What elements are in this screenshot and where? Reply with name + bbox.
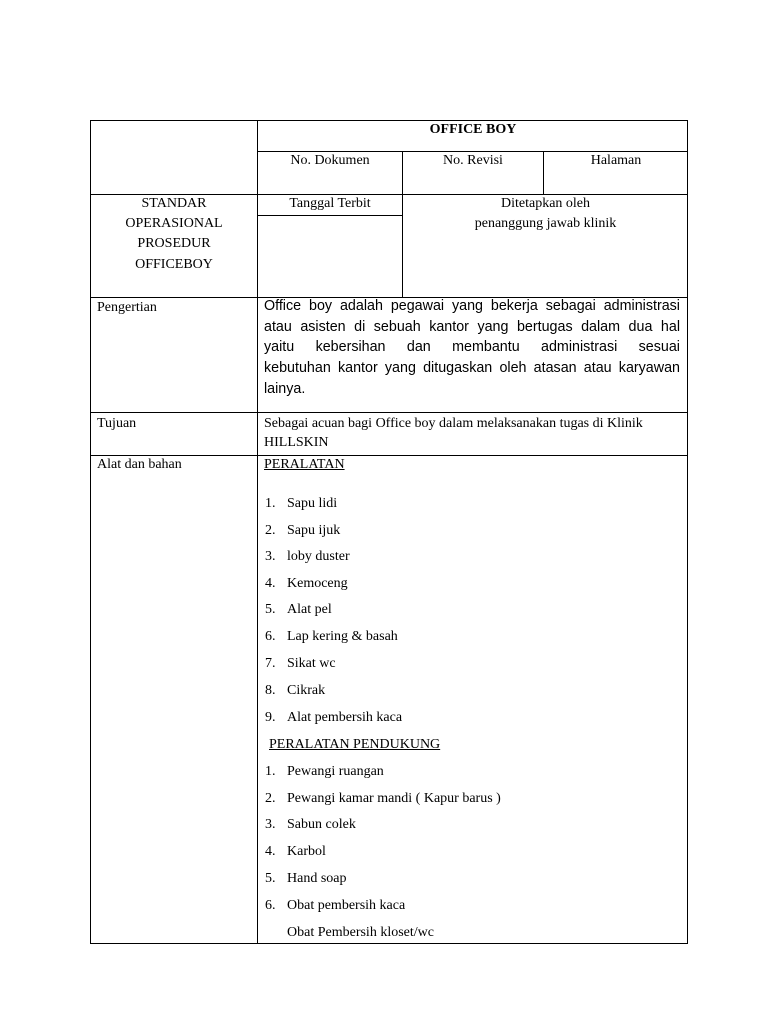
pengertian-line: Office boy adalah pegawai yang bekerja sebagai administrasi (264, 298, 680, 314)
ditetapkan-detail: penanggung jawab klinik (474, 216, 617, 231)
list-number: 8. (265, 683, 276, 698)
list-text: Pewangi ruangan (287, 764, 384, 779)
ditetapkan-label: Ditetapkan oleh (500, 196, 591, 211)
list-text: Lap kering & basah (287, 629, 398, 644)
list-item (265, 764, 384, 780)
sop-title-line: PROSEDUR (137, 236, 211, 251)
peralatan-heading: PERALATAN (264, 457, 345, 472)
no-revisi-label: No. Revisi (443, 153, 503, 168)
title-row-divider (257, 151, 688, 152)
list-text: Hand soap (287, 871, 347, 886)
list-item (265, 871, 347, 887)
list-item (265, 683, 325, 699)
tujuan-line: HILLSKIN (264, 435, 329, 450)
list-number: 5. (265, 871, 276, 886)
list-number: 3. (265, 817, 276, 832)
alat-dan-bahan-label: Alat dan bahan (97, 457, 182, 472)
tanggal-terbit-underline (257, 215, 402, 216)
tujuan-label: Tujuan (97, 416, 137, 431)
list-number: 2. (265, 523, 276, 538)
extra-item: Obat Pembersih kloset/wc (287, 925, 434, 940)
list-item (265, 844, 326, 860)
list-item (265, 791, 501, 807)
list-item (265, 629, 398, 645)
sop-title-line: OPERASIONAL (125, 216, 223, 231)
list-text: Kemoceng (287, 576, 348, 591)
list-item (265, 576, 348, 592)
list-number: 1. (265, 764, 276, 779)
list-text: Sikat wc (287, 656, 336, 671)
list-item (265, 710, 402, 726)
list-text: loby duster (287, 549, 350, 564)
list-number: 6. (265, 629, 276, 644)
list-item (265, 496, 337, 512)
list-number: 1. (265, 496, 276, 511)
header-row-divider (90, 194, 688, 195)
list-number: 4. (265, 844, 276, 859)
list-number: 6. (265, 898, 276, 913)
list-number: 3. (265, 549, 276, 564)
list-text: Cikrak (287, 683, 326, 698)
sop-title-line: STANDAR (141, 196, 207, 211)
list-item (265, 656, 336, 672)
list-text: Obat pembersih kaca (287, 898, 406, 913)
pengertian-line: kebutuhan kantor yang ditugaskan oleh atasan atau karyawan (264, 360, 680, 376)
pendukung-heading: PERALATAN PENDUKUNG (269, 737, 441, 752)
column-divider (257, 120, 258, 944)
list-text: Alat pembersih kaca (287, 710, 403, 725)
pengertian-line: atau asisten di sebuah kantor yang bertugas dalam dua hal (264, 319, 680, 335)
list-item (265, 602, 332, 618)
list-text: Sabun colek (287, 817, 356, 832)
list-item (265, 523, 340, 539)
tujuan-row-divider (90, 455, 688, 456)
no-dokumen-label: No. Dokumen (290, 153, 370, 168)
pengertian-line: lainya. (264, 381, 306, 397)
halaman-label: Halaman (590, 153, 642, 168)
list-item (265, 549, 350, 565)
list-text: Alat pel (287, 602, 332, 617)
list-number: 2. (265, 791, 276, 806)
list-item (265, 898, 405, 914)
list-number: 5. (265, 602, 276, 617)
tanggal-terbit-label: Tanggal Terbit (289, 196, 371, 211)
tujuan-line: Sebagai acuan bagi Office boy dalam melaksanakan tugas di Klinik (264, 416, 643, 431)
list-number: 9. (265, 710, 276, 725)
pengertian-row-divider (90, 412, 688, 413)
pengertian-line: yaitu kebersihan dan membantu administrasi sesuai (264, 339, 680, 355)
list-item (265, 817, 356, 833)
list-number: 7. (265, 656, 276, 671)
list-number: 4. (265, 576, 276, 591)
list-text: Karbol (287, 844, 326, 859)
list-text: Sapu ijuk (287, 523, 341, 538)
pengertian-label: Pengertian (97, 300, 157, 315)
sop-title-line: OFFICEBOY (135, 257, 213, 272)
list-text: Sapu lidi (287, 496, 338, 511)
document-title: OFFICE BOY (429, 122, 517, 137)
list-text: Pewangi kamar mandi ( Kapur barus ) (287, 791, 501, 806)
